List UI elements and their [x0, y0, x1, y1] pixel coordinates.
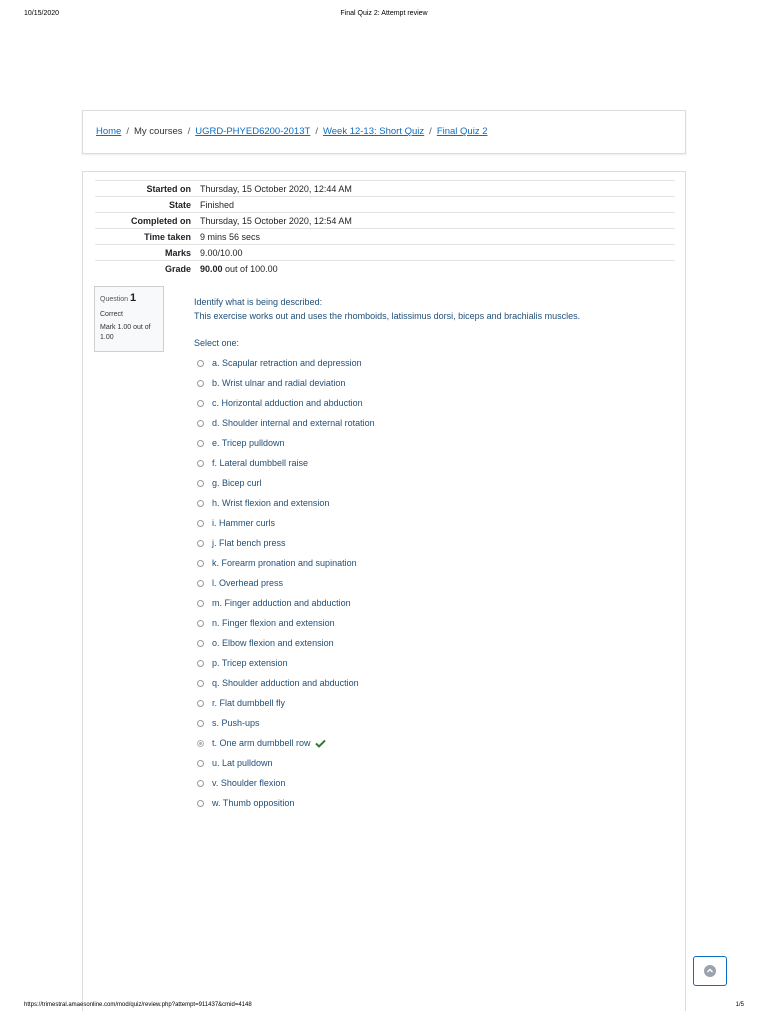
breadcrumb-separator: / [187, 126, 191, 137]
answer-list [197, 353, 637, 813]
summary-value: Finished [196, 197, 675, 213]
radio-button[interactable] [197, 540, 204, 547]
radio-button[interactable] [197, 520, 204, 527]
radio-button[interactable] [197, 380, 204, 387]
summary-label: Completed on [95, 213, 196, 229]
answer-label: e. Tricep pulldown [212, 438, 285, 448]
radio-button[interactable] [197, 720, 204, 727]
answer-label: p. Tricep extension [212, 658, 288, 668]
summary-value: Thursday, 15 October 2020, 12:44 AM [196, 181, 675, 197]
answer-label: u. Lat pulldown [212, 758, 273, 768]
question-mark: Mark 1.00 out of 1.00 [100, 324, 151, 341]
answer-label: i. Hammer curls [212, 518, 276, 528]
radio-button[interactable] [197, 640, 204, 647]
radio-button[interactable] [197, 400, 204, 407]
breadcrumb-quiz-link[interactable]: Final Quiz 2 [436, 126, 488, 137]
answer-label: w. Thumb opposition [212, 798, 295, 808]
summary-row-grade [95, 261, 675, 277]
answer-option[interactable] [197, 733, 637, 753]
answer-label: c. Horizontal adduction and abduction [212, 398, 363, 408]
answer-option[interactable] [197, 373, 637, 393]
summary-value [196, 261, 675, 277]
summary-label: Grade [95, 261, 196, 277]
answer-option[interactable] [197, 713, 637, 733]
answer-option[interactable] [197, 753, 637, 773]
radio-button[interactable] [197, 780, 204, 787]
summary-label: State [95, 197, 196, 213]
answer-label: d. Shoulder internal and external rotation [212, 418, 375, 428]
radio-button[interactable] [197, 740, 204, 747]
summary-row-marks [95, 245, 675, 261]
radio-button[interactable] [197, 600, 204, 607]
print-page-count: 1/5 [735, 1002, 744, 1008]
select-one-prompt: Select one: [194, 338, 240, 348]
arrow-up-circle-icon [704, 965, 716, 977]
answer-option[interactable] [197, 793, 637, 813]
summary-label: Started on [95, 181, 196, 197]
check-icon [315, 739, 326, 748]
answer-option[interactable] [197, 513, 637, 533]
question-text [194, 295, 674, 323]
question-text-line1: Identify what is being described: [194, 297, 323, 307]
summary-label: Time taken [95, 229, 196, 245]
answer-option[interactable] [197, 693, 637, 713]
answer-label: b. Wrist ulnar and radial deviation [212, 378, 346, 388]
answer-option[interactable] [197, 593, 637, 613]
answer-option[interactable] [197, 553, 637, 573]
print-title: Final Quiz 2: Attempt review [340, 10, 428, 17]
question-info-box [94, 286, 164, 352]
radio-button[interactable] [197, 580, 204, 587]
radio-button[interactable] [197, 500, 204, 507]
print-footer [0, 1002, 768, 1014]
question-number: 1 [129, 292, 137, 304]
answer-label: r. Flat dumbbell fly [212, 698, 286, 708]
answer-label: v. Shoulder flexion [212, 778, 286, 788]
answer-option[interactable] [197, 493, 637, 513]
radio-button[interactable] [197, 800, 204, 807]
answer-label: k. Forearm pronation and supination [212, 558, 357, 568]
answer-option[interactable] [197, 613, 637, 633]
breadcrumb [96, 126, 488, 137]
summary-value: 9 mins 56 secs [196, 229, 675, 245]
answer-label: s. Push-ups [212, 718, 260, 728]
radio-button[interactable] [197, 680, 204, 687]
answer-label: l. Overhead press [212, 578, 284, 588]
answer-label: f. Lateral dumbbell raise [212, 458, 309, 468]
radio-button[interactable] [197, 660, 204, 667]
breadcrumb-card [82, 110, 686, 154]
radio-button[interactable] [197, 560, 204, 567]
breadcrumb-home-link[interactable]: Home [96, 126, 122, 137]
summary-label: Marks [95, 245, 196, 261]
summary-value: Thursday, 15 October 2020, 12:54 AM [196, 213, 675, 229]
answer-option[interactable] [197, 653, 637, 673]
answer-label: h. Wrist flexion and extension [212, 498, 330, 508]
breadcrumb-section-link[interactable]: Week 12-13: Short Quiz [322, 126, 425, 137]
answer-label: j. Flat bench press [212, 538, 286, 548]
summary-value: 9.00/10.00 [196, 245, 675, 261]
radio-button[interactable] [197, 760, 204, 767]
breadcrumb-course-link[interactable]: UGRD-PHYED6200-2013T [195, 126, 311, 137]
print-url: https://trimestral.amaesonline.com/mod/quiz/review.php?attempt=911437&cmid=4148 [24, 1002, 252, 1008]
radio-button[interactable] [197, 440, 204, 447]
breadcrumb-separator: / [126, 126, 129, 137]
answer-option[interactable] [197, 453, 637, 473]
answer-label: o. Elbow flexion and extension [212, 638, 334, 648]
answer-label: n. Finger flexion and extension [212, 618, 335, 628]
answer-option[interactable] [197, 533, 637, 553]
answer-option[interactable] [197, 433, 637, 453]
answer-label: g. Bicep curl [212, 478, 262, 488]
attempt-summary-table [95, 180, 675, 277]
grade-suffix: out of 100.00 [225, 263, 278, 274]
summary-row-started [95, 181, 675, 197]
question-label: Question [100, 296, 129, 303]
answer-option[interactable] [197, 773, 637, 793]
breadcrumb-separator: / [429, 126, 432, 137]
question-text-line2: This exercise works out and uses the rhomboids, latissimus dorsi, biceps and brachialis muscles. [194, 311, 581, 321]
answer-option[interactable] [197, 673, 637, 693]
question-state: Correct [100, 310, 123, 318]
radio-button[interactable] [197, 460, 204, 467]
answer-option[interactable] [197, 473, 637, 493]
breadcrumb-separator: / [315, 126, 318, 137]
breadcrumb-my-courses: My courses [133, 126, 183, 137]
grade-score: 90.00 [200, 263, 223, 274]
radio-button[interactable] [197, 700, 204, 707]
scroll-to-top-button[interactable] [693, 956, 727, 986]
radio-button[interactable] [197, 480, 204, 487]
answer-label: t. One arm dumbbell row [212, 738, 311, 748]
quiz-review-card [82, 171, 686, 1011]
summary-row-state [95, 197, 675, 213]
summary-row-completed [95, 213, 675, 229]
answer-label: q. Shoulder adduction and abduction [212, 678, 359, 688]
radio-button[interactable] [197, 620, 204, 627]
answer-label: m. Finger adduction and abduction [212, 598, 351, 608]
radio-button[interactable] [197, 420, 204, 427]
answer-option[interactable] [197, 393, 637, 413]
answer-label: a. Scapular retraction and depression [212, 358, 362, 368]
summary-row-time-taken [95, 229, 675, 245]
answer-option[interactable] [197, 633, 637, 653]
answer-option[interactable] [197, 353, 637, 373]
answer-option[interactable] [197, 573, 637, 593]
print-header [0, 10, 768, 24]
radio-button[interactable] [197, 360, 204, 367]
answer-option[interactable] [197, 413, 637, 433]
print-date: 10/15/2020 [24, 10, 60, 17]
